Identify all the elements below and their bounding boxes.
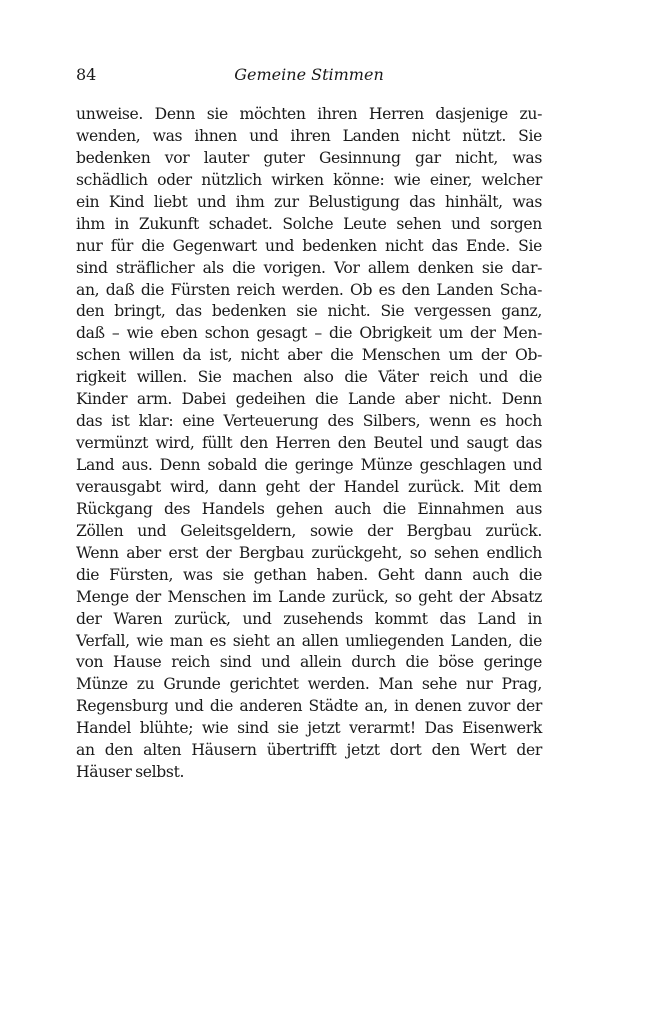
text-line: das ist klar: eine Verteuerung des Silbers, wenn es hoch [76, 412, 542, 431]
text-line: der Waren zurück, und zusehends kommt das Land in [76, 609, 542, 628]
page-number: 84 [76, 65, 97, 84]
text-line: Wenn aber erst der Bergbau zurückgeht, so sehen endlich [76, 543, 542, 562]
text-line: schädlich oder nützlich wirken könne: wie einer, welcher [76, 170, 542, 189]
body-text [76, 104, 542, 784]
text-line: ein Kind liebt und ihm zur Belustigung das hinhält, was [76, 192, 542, 211]
running-header [76, 62, 542, 88]
text-line: nur für die Gegenwart und bedenken nicht das Ende. Sie [76, 236, 542, 255]
text-line: sind sträflicher als die vorigen. Vor allem denken sie dar- [76, 258, 542, 277]
running-title: Gemeine Stimmen [234, 65, 384, 84]
text-line: Land aus. Denn sobald die geringe Münze geschlagen und [76, 456, 542, 474]
text-line: den bringt, das bedenken sie nicht. Sie vergessen ganz, [76, 302, 542, 321]
text-line: Regensburg und die anderen Städte an, in denen zuvor der [76, 697, 542, 716]
text-line: Rückgang des Handels gehen auch die Einnahmen aus [76, 499, 542, 518]
text-line: daß – wie eben schon gesagt – die Obrigkeit um der Men- [76, 324, 542, 343]
text-line: die Fürsten, was sie gethan haben. Geht dann auch die [76, 565, 542, 584]
text-line: von Hause reich sind und allein durch die böse geringe [76, 653, 542, 672]
text-line: Menge der Menschen im Lande zurück, so geht der Absatz [76, 587, 542, 606]
text-line: verausgabt wird, dann geht der Handel zurück. Mit dem [76, 477, 542, 496]
text-line: ihm in Zukunft schadet. Solche Leute sehen und sorgen [76, 214, 542, 233]
text-line: Häuser selbst. [76, 763, 185, 782]
text-line: Zöllen und Geleitsgeldern, sowie der Bergbau zurück. [76, 521, 542, 540]
text-line: Handel blühte; wie sind sie jetzt verarmt! Das Eisenwerk [76, 719, 542, 738]
text-line: vermünzt wird, füllt den Herren den Beutel und saugt das [76, 434, 542, 453]
text-line: bedenken vor lauter guter Gesinnung gar nicht, was [76, 148, 542, 167]
text-line: Verfall, wie man es sieht an allen umliegenden Landen, die [76, 631, 542, 650]
text-line: schen willen da ist, nicht aber die Menschen um der Ob- [76, 346, 542, 365]
text-line: an den alten Häusern übertrifft jetzt dort den Wert der [76, 741, 542, 760]
text-line: unweise. Denn sie möchten ihren Herren dasjenige zu- [76, 105, 542, 123]
text-line: Münze zu Grunde gerichtet werden. Man sehe nur Prag, [76, 675, 542, 694]
text-line: wenden, was ihnen und ihren Landen nicht nützt. Sie [76, 126, 542, 145]
text-line: rigkeit willen. Sie machen also die Väter reich und die [76, 368, 542, 387]
text-line: Kinder arm. Dabei gedeihen die Lande aber nicht. Denn [76, 390, 542, 409]
text-line: an, daß die Fürsten reich werden. Ob es den Landen Scha- [76, 280, 542, 299]
